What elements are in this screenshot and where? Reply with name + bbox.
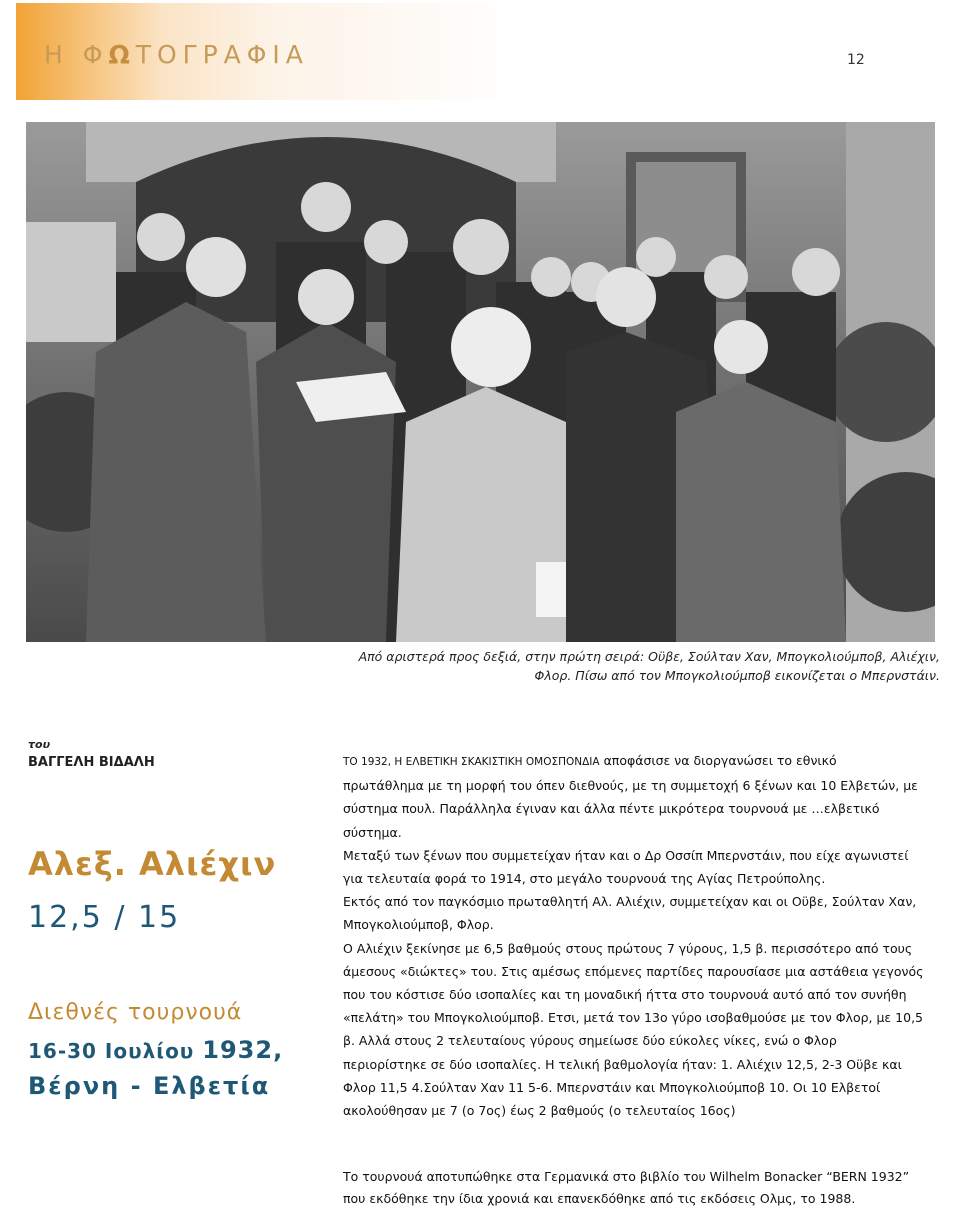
article-line: σύστημα.	[343, 824, 402, 840]
event-date-range: 16-30 Ιουλίου	[28, 1039, 195, 1063]
caption-line-1: Από αριστερά προς δεξιά, στην πρώτη σειρά: Οϋβε, Σούλταν Χαν, Μπογκολιούμποβ, Αλιέχιν,	[358, 649, 940, 664]
article-line: Φλορ 11,5 4.Σούλταν Χαν 11 5-6. Μπερνστάιν και Μπογκολιούμποβ 10. Οι 10 Ελβετοί	[343, 1079, 881, 1095]
footer-line-2: που εκδόθηκε την ίδια χρονιά και επανεκδόθηκε από τις εκδόσεις Ολμς, το 1988.	[343, 1191, 856, 1206]
article-line: πρωτάθλημα με τη μορφή του όπεν διεθνούς, με τη συμμετοχή 6 ξένων και 10 Ελβετών, με	[343, 778, 918, 794]
article-line-text: αποφάσισε να διοργανώσει το εθνικό	[599, 753, 837, 768]
event-name: Διεθνές τουρνουά	[28, 1000, 243, 1025]
article-body	[343, 749, 943, 1122]
article-line: Ο Αλιέχιν ξεκίνησε με 6,5 βαθμούς στους πρώτους 7 γύρους, 1,5 β. περισσότερο από τους	[343, 940, 913, 956]
player-score: 12,5 / 15	[28, 900, 181, 935]
article-footer-note	[343, 1166, 943, 1210]
page-number: 12	[847, 52, 865, 68]
author-name: ΒΑΓΓΕΛΗ ΒΙΔΑΛΗ	[28, 755, 155, 770]
footer-line-1: Το τουρνουά αποτυπώθηκε στα Γερμανικά στο βιβλίο του Wilhelm Bonacker “BERN 1932”	[343, 1169, 910, 1184]
article-line: ακολούθησαν με 7 (ο 7ος) έως 2 βαθμούς (ο τελευταίος 16ος)	[343, 1103, 736, 1119]
group-photo-image	[26, 122, 935, 642]
caption-line-2: Φλορ. Πίσω από τον Μπογκολιούμποβ εικονίζεται ο Μπερνστάιν.	[534, 668, 940, 683]
article-line: Μεταξύ των ξένων που συμμετείχαν ήταν και ο Δρ Οσσίπ Μπερνστάιν, που είχε αγωνιστεί	[343, 847, 909, 863]
article-line: β. Αλλά στους 2 τελευταίους γύρους σημείωσε δύο εύκολες νίκες, ενώ ο Φλορ	[343, 1033, 837, 1049]
article-line: «πελάτη» του Μπογκολιούμποβ. Ετσι, μετά τον 13ο γύρο ισοβαθμούσε με τον Φλορ, με 10,5	[343, 1010, 923, 1026]
lead-small-caps: ΤΟ 1932, Η ΕΛΒΕΤΙΚΗ ΣΚΑΚΙΣΤΙΚΗ ΟΜΟΣΠΟΝΔΙΑ	[343, 756, 600, 768]
byline-prefix: του	[28, 738, 51, 751]
article-line: για τελευταία φορά το 1914, στο μεγάλο τουρνουά της Αγίας Πετρούπολης.	[343, 871, 826, 887]
article-line: άμεσους «διώκτες» του. Στις αμέσως επόμενες παρτίδες παρουσίασε μια αστάθεια γεγονός	[343, 963, 924, 979]
event-year: 1932,	[202, 1036, 284, 1064]
title-bold-letter: Ω	[108, 40, 136, 69]
article-line: που του κόστισε δύο ισοπαλίες και τη μοναδική ήττα στο τουρνουά αυτό από τον συνήθη	[343, 987, 907, 1003]
event-dates	[28, 1036, 283, 1064]
historical-group-photo	[26, 122, 935, 642]
article-line: Μπογκολιούμποβ, Φλορ.	[343, 917, 494, 933]
photo-caption	[300, 647, 940, 685]
title-part1: Η Φ	[44, 40, 109, 69]
article-line: Εκτός από τον παγκόσμιο πρωταθλητή Αλ. Αλιέχιν, συμμετείχαν και οι Οϋβε, Σούλταν Χαν,	[343, 894, 917, 910]
player-name: Αλεξ. Αλιέχιν	[28, 845, 277, 883]
article-line: σύστημα πουλ. Παράλληλα έγιναν και άλλα πέντε μικρότερα τουρνουά με …ελβετικό	[343, 801, 880, 817]
title-part2: ΤΟΓΡΑΦΙΑ	[135, 40, 309, 69]
page-section-title	[44, 40, 309, 69]
article-line: περιορίστηκε σε δύο ισοπαλίες. Η τελική βαθμολογία ήταν: 1. Αλιέχιν 12,5, 2-3 Οϋβε και	[343, 1056, 902, 1072]
event-location: Βέρνη - Ελβετία	[28, 1072, 271, 1100]
article-line	[343, 749, 943, 774]
